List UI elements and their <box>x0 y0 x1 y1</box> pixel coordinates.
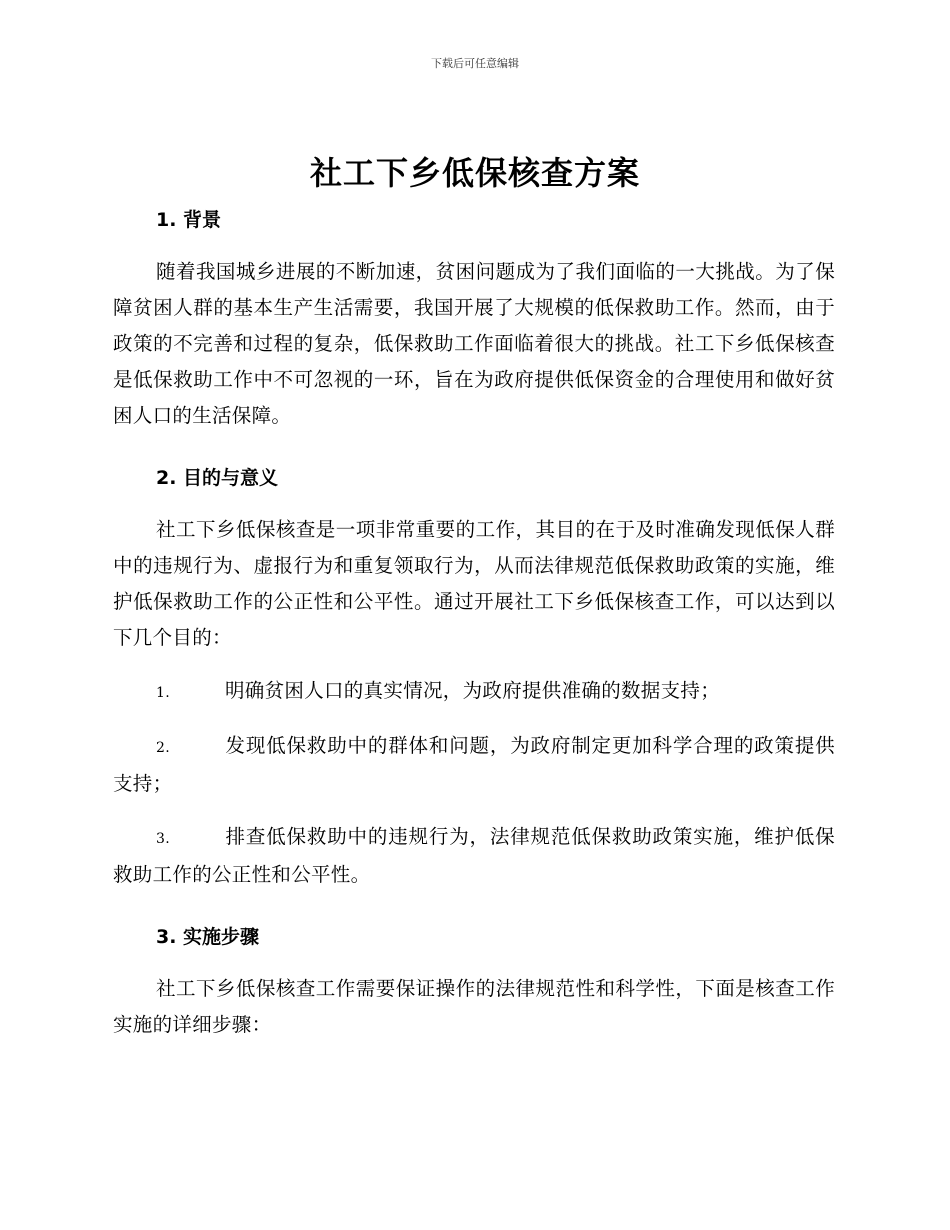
document-body <box>113 200 835 1043</box>
header-note: 下载后可任意编辑 <box>431 57 519 70</box>
list-text: 发现低保救助中的群体和问题，为政府制定更加科学合理的政策提供支持； <box>113 734 835 795</box>
section-heading: 2. 目的与意义 <box>156 467 279 489</box>
section-purpose <box>113 458 835 917</box>
list-number: 2. <box>156 740 170 756</box>
section-background <box>113 200 835 458</box>
list-number: 1. <box>156 685 170 701</box>
section-heading: 1. 背景 <box>156 209 222 231</box>
list-number: 3. <box>156 831 170 847</box>
paragraph: 社工下乡低保核查工作需要保证操作的法律规范性和科学性，下面是核查工作实施的详细步骤： <box>113 977 835 1036</box>
page-title: 社工下乡低保核查方案 <box>309 154 640 192</box>
list-text: 排查低保救助中的违规行为，法律规范低保救助政策实施，维护低保救助工作的公正性和公平性。 <box>113 825 835 886</box>
paragraph: 社工下乡低保核查是一项非常重要的工作，其目的在于及时准确发现低保人群中的违规行为、虚报行为和重复领取行为，从而法律规范低保救助政策的实施，维护低保救助工作的公正性和公平性。通过开展社工下乡低保核查工作，可以达到以下几个目的： <box>113 518 835 649</box>
list-item <box>113 728 835 802</box>
section-steps <box>113 917 835 1043</box>
list-text: 明确贫困人口的真实情况，为政府提供准确的数据支持； <box>225 679 721 702</box>
section-heading: 3. 实施步骤 <box>156 926 260 948</box>
list-item <box>113 673 835 711</box>
paragraph: 随着我国城乡进展的不断加速，贫困问题成为了我们面临的一大挑战。为了保障贫困人群的基本生产生活需要，我国开展了大规模的低保救助工作。然而，由于政策的不完善和过程的复杂，低保救助工作面临着很大的挑战。社工下乡低保核查是低保救助工作中不可忽视的一环，旨在为政府提供低保资金的合理使用和做好贫困人口的生活保障。 <box>113 260 835 427</box>
list-item <box>113 819 835 893</box>
